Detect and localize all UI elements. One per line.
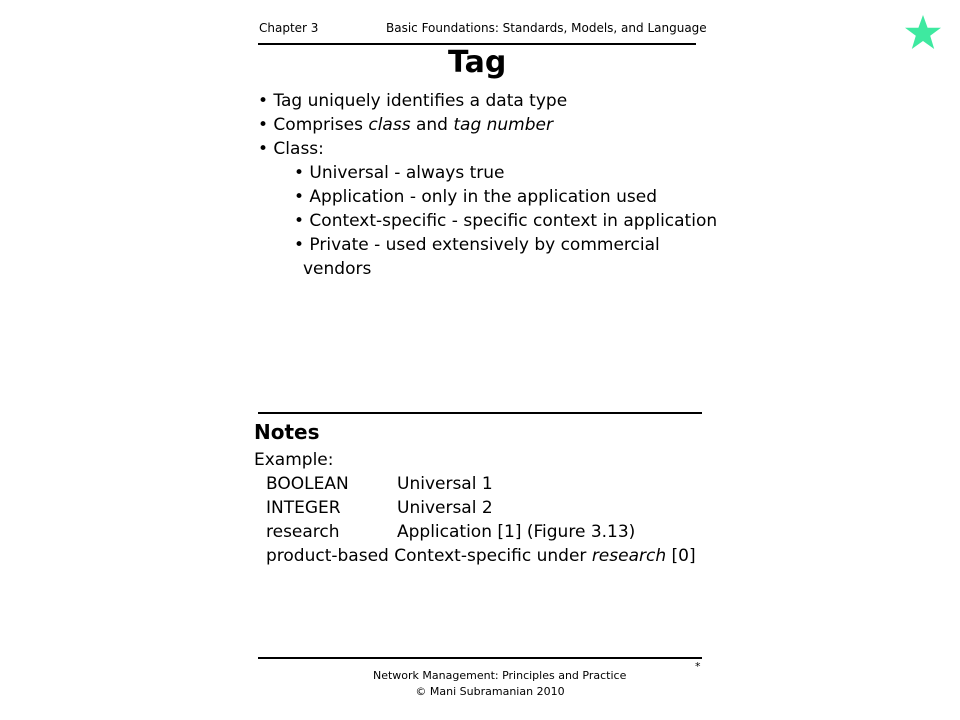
notes-row-name: BOOLEAN — [266, 474, 349, 494]
notes-heading: Notes — [254, 420, 320, 444]
notes-row-last-suffix: [0] — [671, 546, 696, 566]
chapter-label: Chapter 3 — [259, 21, 319, 35]
notes-row-last-italic: research — [591, 546, 667, 566]
notes-row-name: research — [266, 522, 340, 542]
slide-title: Tag — [448, 45, 507, 80]
notes-row-last-prefix: Context-specific under — [394, 546, 587, 566]
footer-rule — [258, 657, 702, 659]
bullet-3: • Class: — [258, 139, 324, 159]
sub-bullet-private-cont: vendors — [303, 259, 372, 279]
notes-row-last-name: product-based — [266, 546, 389, 566]
bullet-2-tag-number: tag number — [453, 115, 553, 135]
sub-bullet-private: • Private - used extensively by commercial — [294, 235, 660, 255]
bullet-1: • Tag uniquely identifies a data type — [258, 91, 568, 111]
bullet-2-and: and — [415, 115, 448, 135]
sub-bullet-universal: • Universal - always true — [294, 163, 505, 183]
footer-line-2: © Mani Subramanian 2010 — [415, 685, 565, 698]
bullet-2-class: class — [368, 115, 411, 135]
footer-line-1: Network Management: Principles and Practice — [373, 669, 627, 682]
notes-row-value: Universal 1 — [397, 474, 493, 494]
sub-bullet-context-specific: • Context-specific - specific context in application — [294, 211, 718, 231]
notes-rule — [258, 412, 702, 414]
notes-row-name: INTEGER — [266, 498, 341, 518]
footer-marker: * — [695, 660, 701, 673]
sub-bullet-application: • Application - only in the application used — [294, 187, 657, 207]
bullet-2-prefix: • Comprises — [258, 115, 363, 135]
notes-row-value: Universal 2 — [397, 498, 493, 518]
notes-intro: Example: — [254, 450, 334, 470]
notes-row-value: Application [1] (Figure 3.13) — [397, 522, 636, 542]
bullet-2 — [258, 115, 553, 135]
notes-row-last — [266, 546, 696, 566]
header-subtitle: Basic Foundations: Standards, Models, and Language — [386, 21, 707, 35]
star-icon — [904, 14, 942, 52]
